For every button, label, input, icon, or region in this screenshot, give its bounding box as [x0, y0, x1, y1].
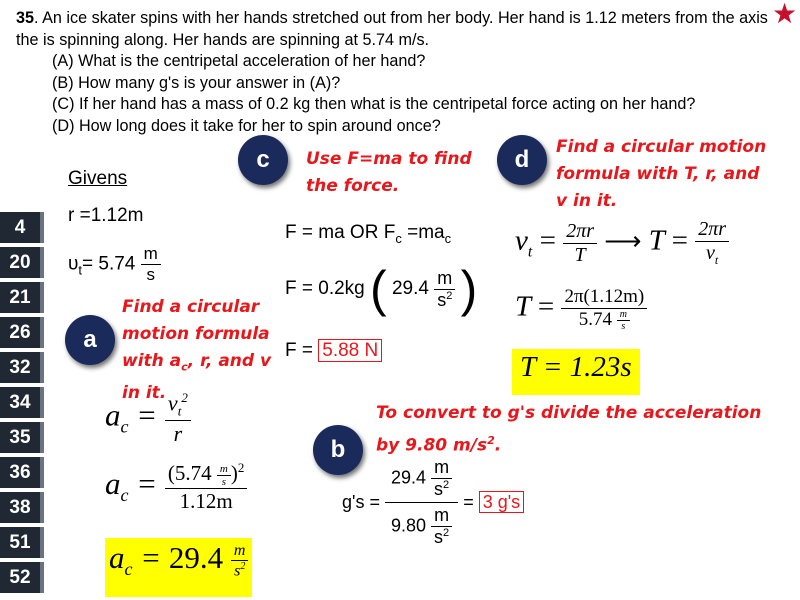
nav-tab[interactable]: 36: [0, 457, 44, 488]
problem-intro: [16, 8, 776, 51]
nav-tab[interactable]: 35: [0, 422, 44, 453]
nav-tab[interactable]: 32: [0, 352, 44, 383]
nav-tab[interactable]: 38: [0, 492, 44, 523]
given-radius: r =1.12m: [68, 205, 144, 226]
problem-part-a: (A) What is the centripetal acceleration of her hand?: [52, 52, 426, 70]
part-b-eq: g's = 29.4 $\frac{m}{s^2}$ 9.80 $\frac{m}{s^2}$ = 3 g's: [342, 455, 524, 550]
hint-b: To convert to g's divide the acceleration by 9.80 $m/s^2$.: [376, 403, 762, 456]
badge-c: c: [238, 135, 288, 185]
nav-tab[interactable]: 21: [0, 282, 44, 313]
nav-tab[interactable]: 26: [0, 317, 44, 348]
nav-tab[interactable]: 4: [0, 212, 44, 243]
problem-statement: [16, 8, 776, 137]
badge-a: a: [65, 315, 115, 365]
problem-number: 35: [16, 9, 35, 27]
part-d-eq2: T = 2π(1.12m) 5.74 $\frac{m}{s}$: [515, 286, 647, 332]
nav-tab[interactable]: 34: [0, 387, 44, 418]
givens-title: Givens: [68, 168, 128, 189]
slide-nav-tabs: [0, 212, 46, 597]
nav-tab[interactable]: 52: [0, 562, 44, 593]
hint-d: Find a circular motion formula with T, r, and v in it.: [556, 137, 767, 211]
badge-d: d: [497, 135, 547, 185]
given-velocity: $\upsilon_t= 5.74$ $\frac{m}{s}$: [68, 244, 161, 285]
problem-text: . An ice skater spins with her hands stretched out from her body. Her hand is 1.12 meters from the axis the is spinning along. Her hands are spinning at 5.74 m/s.: [16, 9, 768, 49]
problem-part-c: (C) If her hand has a mass of 0.2 kg then what is the centripetal force acting on her hand?: [52, 95, 696, 113]
part-a-eq2: $a_c$ = (5.74 $\frac{m}{s}$ )$^2$ 1.12m: [105, 460, 247, 514]
problem-part-b: (B) How many g's is your answer in (A)?: [52, 73, 341, 92]
star-icon[interactable]: ★: [772, 0, 798, 29]
part-b-answer: 3 g's: [479, 491, 524, 513]
part-c-line3: F = 5.88 N: [285, 340, 382, 362]
part-a-eq1: $a_c$ = $\frac{v_t^2}{r}$: [105, 390, 191, 447]
badge-b: b: [313, 425, 363, 475]
nav-tab[interactable]: 20: [0, 247, 44, 278]
nav-tab[interactable]: 51: [0, 527, 44, 558]
hint-c: Use F=ma to find the force.: [306, 149, 472, 196]
part-c-line2: F = 0.2kg ( 29.4 $\frac{m}{s^2}$ ): [285, 261, 478, 317]
part-d-eq1: $v_t$ = $\frac{2\pi r}{T}$ ⟶ T = $\frac{2\pi r}{v_t}$: [515, 218, 729, 268]
part-c-line1: F = ma OR $F_c =ma_c$: [285, 222, 452, 246]
hint-a: Find a circular motion formula with $a_c$, r, and v in it.: [122, 297, 272, 404]
part-c-answer: 5.88 N: [318, 339, 382, 362]
part-a-result: $a_c = 29.4$ $\frac{m}{s^2}$: [105, 538, 252, 597]
part-d-result: T = 1.23s: [512, 349, 640, 395]
problem-part-d: (D) How long does it take for her to spin around once?: [52, 116, 441, 135]
